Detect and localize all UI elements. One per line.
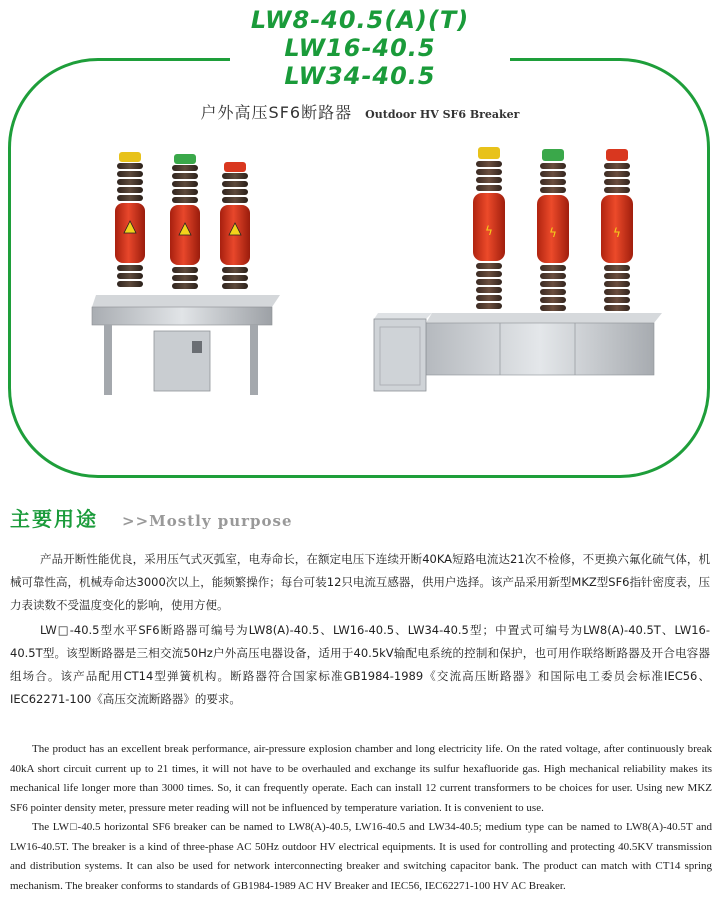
english-description	[10, 740, 712, 896]
title-line-2: LW16-40.5	[284, 34, 436, 62]
product-titles	[0, 6, 720, 90]
pole-1	[115, 152, 145, 287]
section-heading	[10, 503, 293, 532]
pole-c	[601, 149, 633, 311]
svg-text:ϟ: ϟ	[613, 226, 621, 240]
cn-paragraph: LW□-40.5型水平SF6断路器可编号为LW8(A)-40.5、LW16-40.5、LW34-40.5型；中置式可编号为LW8(A)-40.5T、LW16-40.5T型。该型断路器是三相交流50Hz户外高压电器设备，适用于40.5kV输配电系统的控制和保护，也可用作联络断路器及开合电容器组场合。该产品配用CT14型弹簧机构。断路器符合国家标准GB1984-1989《交流高压断路器》和国际电工委员会标准IEC56、IEC62271-100《高压交流断路器》的要求。	[10, 623, 710, 706]
subtitle	[0, 100, 720, 123]
breaker-photo-horizontal	[90, 145, 290, 405]
cn-paragraph: 产品开断性能优良，采用压气式灭弧室，电寿命长，在额定电压下连续开断40KA短路电流达21次不检修，不更换六氟化硫气体，机械可靠性高，机械寿命达3000次以上，能频繁操作；每台可装12只电流互感器，供用户选择。该产品采用新型MKZ型SF6指针密度表，压力表读数不受温度变化的影响，使用方便。	[10, 552, 710, 612]
pole-a	[473, 147, 505, 309]
chinese-description	[10, 548, 710, 713]
pole-b	[537, 149, 569, 311]
title-line-3: LW34-40.5	[284, 62, 436, 90]
subtitle-en: Outdoor HV SF6 Breaker	[365, 108, 520, 121]
svg-text:ϟ: ϟ	[485, 224, 493, 238]
en-paragraph: The product has an excellent break performance, air-pressure explosion chamber and long electricity life. On the rated voltage, after continuously break 40kA short circuit current up to 21 times, it will not have to be overhauled and exchange its sulfur hexafluoride gas. High mechanical reliability makes its mechanical life longer more than 3000 times. So, it can frequently operate. Each can install 12 current transformers to be choices for user. Using new MKZ SF6 pointer density meter, pressure meter reading will not be influenced by temperature variation. It is convenient to use.	[10, 743, 712, 814]
section-title-cn: 主要用途	[10, 507, 98, 531]
subtitle-cn: 户外高压SF6断路器	[200, 103, 353, 122]
svg-text:ϟ: ϟ	[549, 226, 557, 240]
breaker-photo-medium	[370, 145, 670, 395]
section-title-en: >>Mostly purpose	[122, 512, 293, 530]
title-line-1: LW8-40.5(A)(T)	[250, 6, 470, 34]
en-paragraph: The LW□-40.5 horizontal SF6 breaker can be named to LW8(A)-40.5, LW16-40.5 and LW34-40.5; medium type can be named to LW8(A)-40.5T and LW16-40.5T. The breaker is a kind of three-phase AC 50Hz outdoor HV electrical equipments. It is used for controlling and protecting 40.5KV transmission and distribution systems. It can also be used for network interconnecting breaker and switching capacitor bank. The product can match with CT14 spring mechanism. The breaker conforms to standards of GB1984-1989 AC HV Breaker and IEC56, IEC62271-100 HV AC Breaker.	[10, 821, 712, 892]
pole-3	[220, 162, 250, 289]
pole-2	[170, 154, 200, 289]
